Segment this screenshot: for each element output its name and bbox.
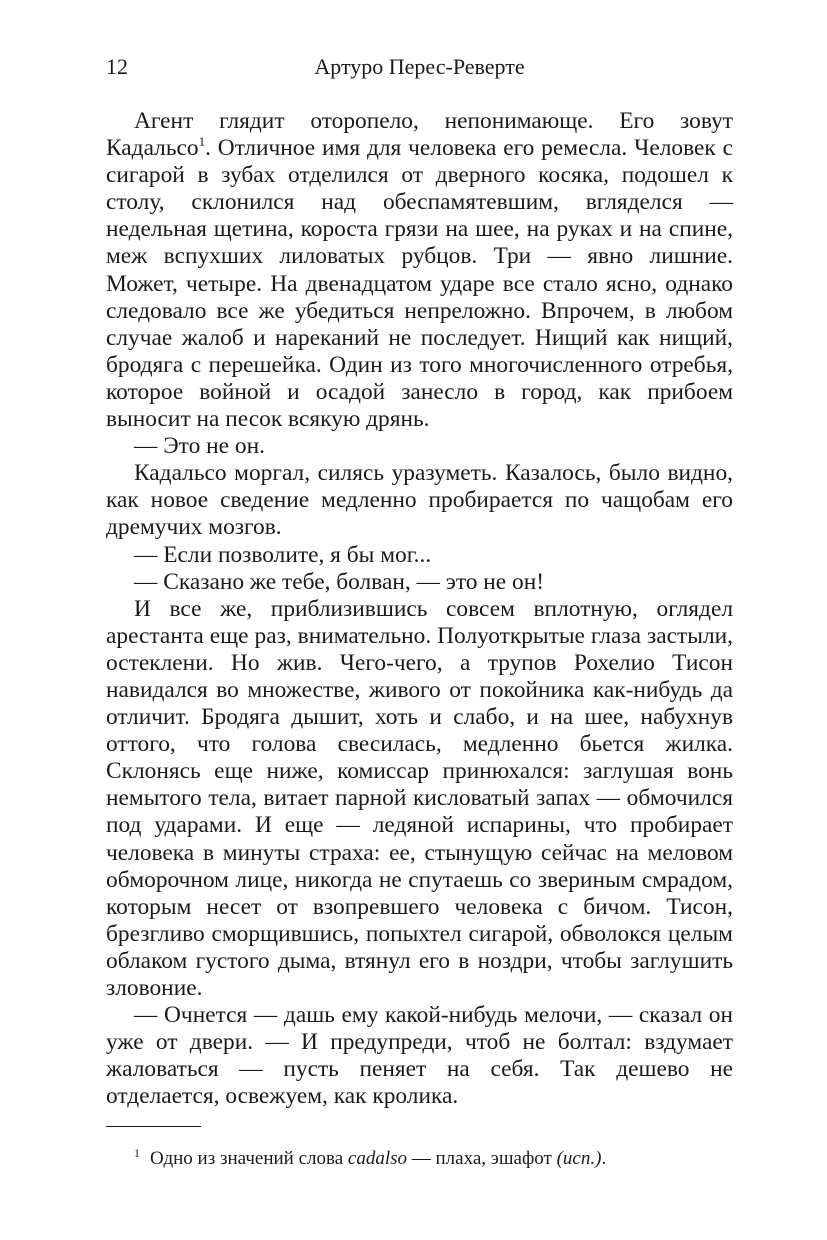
page-header [106,52,733,82]
paragraph-text: . Отличное имя для человека его ремесла. Человек с сигарой в зубах отделился от дверного косяка, подошел к столу, склонился над обеспамятевшим, вгляделся — недельная щетина, короста грязи на шее, на руках и на спине, меж вспухших лиловатых рубцов. Три — явно лишние. Может, четыре. На двенадцатом ударе все стало ясно, однако следовало все же убедиться непреложно. Впрочем, в любом случае жалоб и нареканий не последует. Нищий как нищий, бродяга с перешейка. Один из того многочисленного отребья, которое войной и осадой занесло в город, как прибоем выносит на песок всякую дрянь. [106,135,733,433]
paragraph [106,108,733,433]
footnote-text: . [601,1148,607,1170]
footnote-marker: 1 [134,1146,140,1161]
body-text [106,108,733,1110]
footnote-text: Одно из значений слова [150,1148,348,1170]
paragraph-text: Агент глядит оторопело, непонимающе. Его зовут Кадальсо [106,108,733,162]
footnote-text: — плаха, эшафот [407,1148,557,1170]
page-number: 12 [106,54,128,79]
dialogue-line: — Очнется — дашь ему какой-нибудь мелочи, — сказал он уже от двери. — И предупреди, чтоб не болтал: вздумает жаловаться — пусть пеняет на себя. Так дешево не отделается, освежуем, как кролика. [106,1002,733,1110]
dialogue-line: — Это не он. [134,433,265,460]
book-page [106,52,733,1171]
paragraph: Кадальсо моргал, силясь уразуметь. Казалось, было видно, как новое сведение медленно пробирается по чащобам его дремучих мозгов. [106,460,733,541]
paragraph: И все же, приблизившись совсем вплотную, оглядел арестанта еще раз, внимательно. Полуоткрытые глаза застыли, остеклени. Но жив. Чего-чего, а трупов Рохелио Тисон навидался во множестве, живого от покойника как-нибудь да отличит. Бродяга дышит, хоть и слабо, и на шее, набухнув оттого, что голова свесилась, медленно бьется жилка. Склонясь еще ниже, комиссар принюхался: заглушая вонь немытого тела, витает парной кисловатый запах — обмочился под ударами. И еще — ледяной испарины, что пробирает человека в минуты страха: ее, стынущую сейчас на меловом обморочном лице, никогда не спутаешь со звериным смрадом, которым несет от взопревшего человека с бичом. Тисон, брезгливо сморщившись, попыхтел сигарой, обволокся целым облаком густого дыма, втянул его в ноздри, чтобы заглушить зловоние. [106,595,733,1001]
footnote-language: (исп.) [556,1148,602,1170]
footnote [106,1147,733,1171]
running-head: Артуро Перес-Реверте [314,54,525,79]
footnote-reference: 1 [198,134,206,150]
dialogue-line: — Сказано же тебе, болван, — это не он! [134,568,545,595]
footnote-term: cadalso [347,1148,407,1170]
dialogue-line: — Если позволите, я бы мог... [134,541,432,568]
footnote-divider [106,1126,201,1127]
